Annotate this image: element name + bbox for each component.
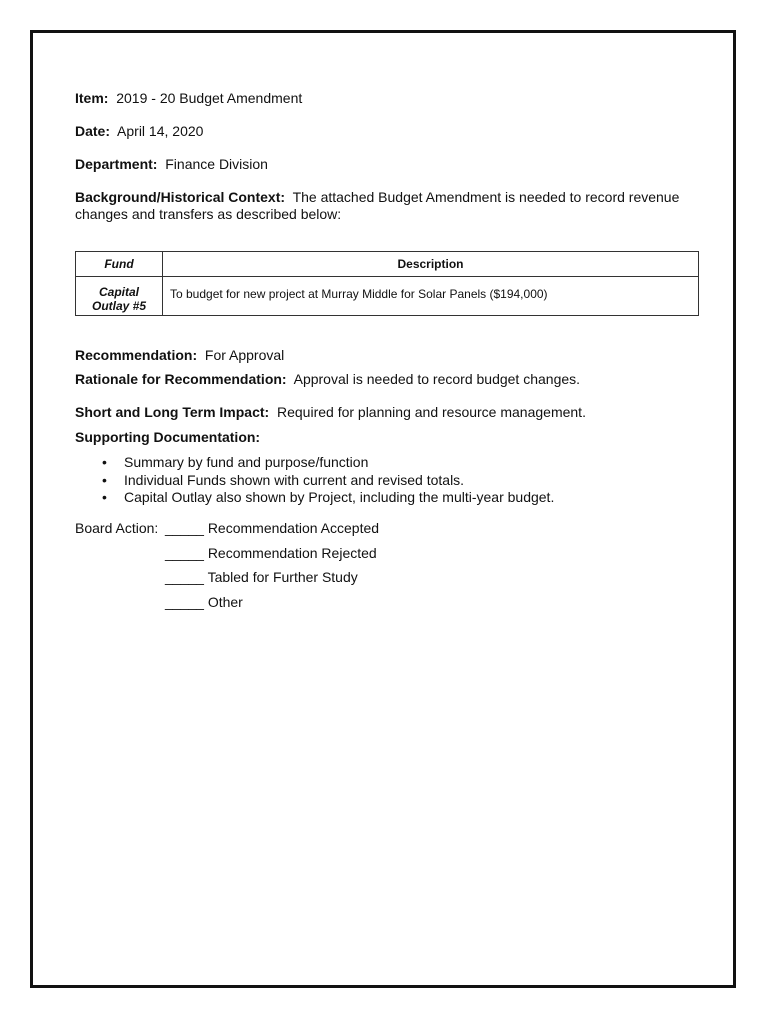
- department-value: Finance Division: [165, 156, 268, 172]
- list-item-text: Individual Funds shown with current and revised totals.: [124, 471, 465, 488]
- board-option-rejected: _____ Recommendation Rejected: [165, 544, 377, 561]
- list-item: [102, 489, 555, 507]
- date-field: [75, 123, 203, 140]
- recommendation-field: [75, 347, 284, 364]
- supporting-documentation-label: Supporting Documentation:: [75, 429, 261, 445]
- table-header-row: [76, 252, 699, 277]
- rationale-value: Approval is needed to record budget changes.: [293, 371, 581, 387]
- background-field: [75, 189, 700, 223]
- impact-field: [75, 404, 586, 421]
- list-item-text: Capital Outlay also shown by Project, including the multi-year budget.: [124, 489, 555, 505]
- item-label: Item:: [75, 90, 109, 106]
- board-option-other: _____ Other: [165, 593, 243, 610]
- board-option-tabled: _____ Tabled for Further Study: [165, 569, 358, 585]
- bullet-icon: •: [102, 471, 107, 488]
- supporting-documentation-list: [75, 454, 554, 507]
- date-value: April 14, 2020: [117, 123, 204, 139]
- fund-name-line2: Outlay #5: [91, 299, 147, 313]
- impact-value: Required for planning and resource management.: [276, 404, 586, 420]
- list-item: [102, 454, 554, 472]
- date-label: Date:: [75, 123, 111, 139]
- list-item-text: Summary by fund and purpose/function: [124, 454, 369, 470]
- rationale-label: Rationale for Recommendation:: [75, 371, 287, 387]
- bullet-icon: •: [102, 454, 107, 470]
- rationale-field: [75, 371, 580, 388]
- description-cell: To budget for new project at Murray Middle for Solar Panels ($194,000): [163, 277, 699, 316]
- fund-name-line1: Capital: [98, 285, 139, 299]
- board-option-accepted: _____ Recommendation Accepted: [165, 520, 380, 536]
- department-label: Department:: [75, 156, 158, 172]
- background-label: Background/Historical Context:: [75, 189, 286, 205]
- item-value: 2019 - 20 Budget Amendment: [116, 90, 303, 106]
- bullet-icon: •: [102, 489, 107, 505]
- table-row: [76, 277, 699, 316]
- fund-column-header: Fund: [76, 252, 163, 277]
- fund-cell: [76, 277, 163, 316]
- item-field: [75, 90, 302, 107]
- board-action-label: Board Action:: [75, 520, 159, 536]
- page-frame: [30, 30, 736, 988]
- impact-label: Short and Long Term Impact:: [75, 404, 270, 420]
- department-field: [75, 156, 268, 173]
- fund-table: [75, 251, 699, 316]
- recommendation-label: Recommendation:: [75, 347, 198, 363]
- list-item: [102, 471, 554, 490]
- description-column-header: Description: [163, 252, 699, 277]
- recommendation-value: For Approval: [204, 347, 285, 363]
- supporting-documentation-field: [75, 429, 260, 446]
- background-value: The attached Budget Amendment is needed to record revenue changes and transfers as described below:: [75, 189, 680, 222]
